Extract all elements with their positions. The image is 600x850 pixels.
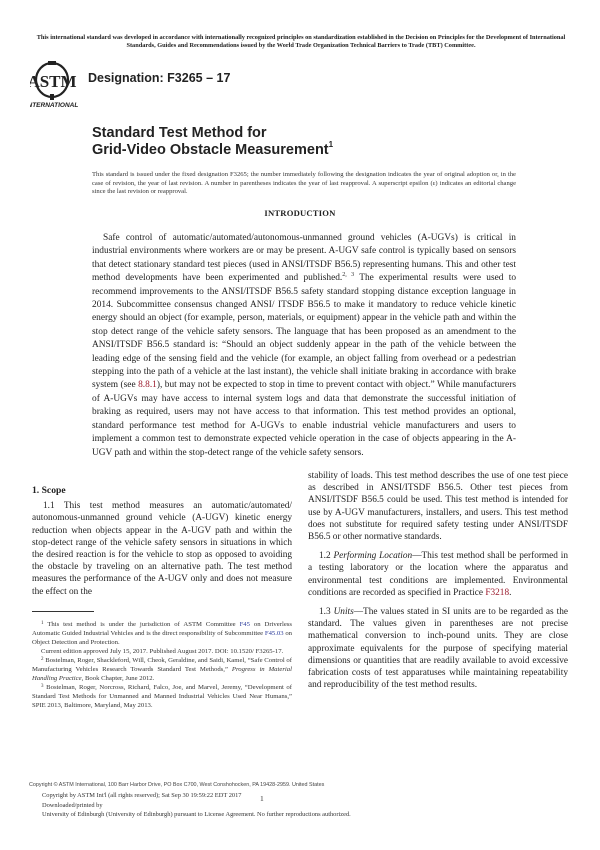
footnote-2: $^2$ Bostelman, Roger, Shackleford, Will, Cheok, Geraldine, and Saidi, Kamel, “Safe Control of Manufacturing Vehicles Research Towards Standard Test Methods,” Progress in Material Handling Practice, Book Chapter, June 2012. (32, 657, 292, 682)
introduction-heading: INTRODUCTION (264, 208, 336, 218)
paragraph-1-2: 1.2 Performing Location—This test method shall be performed in a testing laboratory or the location where the apparatus and environmental test conditions are implemented. Environmental conditions are recorded as specified in Practice F3218. (308, 551, 568, 598)
title-footnote-mark[interactable]: 1 (328, 140, 334, 149)
download-notice: Copyright by ASTM Int'l (all rights reserved); Sat Sep 30 19:59:22 EDT 2017 Downloaded/printed by University of Edinburgh (University of Edinburgh) pursuant to License Agreement. No further reproductions authorized. (42, 792, 351, 819)
edition-note: Current edition approved July 15, 2017. Published August 2017. DOI: 10.1520/ F3265-17. (41, 648, 284, 655)
title-line-1: Standard Test Method for (92, 125, 267, 141)
svg-text:ASTM: ASTM (30, 72, 77, 91)
footnote-3: $^3$ Bostelman, Roger, Norcross, Richard, Falco, Joe, and Marvel, Jeremy, “Development of Standard Test Methods for Unmanned and Manned Industrial Vehicles Used Near Humans,” SPIE 2013, Baltimore, Maryland, May 2013. (32, 684, 292, 709)
section-heading-scope: 1. Scope (32, 485, 66, 496)
tbt-notice: This international standard was developed in accordance with internationally recognized principles on standardization established in the Decision on Principles for the Development of International Standards, Guides and Recommendations issued by the World Trade Organization Technical Barriers to Trade (TBT) Committee. (36, 34, 566, 50)
copyright-line: Copyright © ASTM International, 100 Barr Harbor Drive, PO Box C700, West Conshohocken, PA 19428-2959. United States (29, 782, 325, 788)
paragraph-1-1: 1.1 This test method measures an automatic/automated/ autonomous-unmanned ground vehicle (A-UGV) kinetic energy reduction when objects appear in the A-UGV path and within the stop-detect range of the vehicle safety sensors in situations in which the desired reaction is for the vehicle to stop as opposed to avoiding the obstacle by traveling on an alternative path. The test method measures the performance of the A-UGV only and does not measure the effect on the (32, 501, 292, 597)
footnotes (32, 611, 292, 710)
subcommittee-link-f45-03[interactable]: F45.03 (264, 630, 284, 637)
footnote-marks[interactable]: 2, 3 (342, 272, 355, 279)
introduction-body: Safe control of automatic/automated/autonomous-unmanned ground vehicles (A-UGVs) is critical in industrial environments where workers are or may be present. A-UGV safe control is typically based on sensors that detect stationary standard test pieces (used in ANSI/ITSDF B56.5) representing humans. This and other test method developments have been experimented and published.$^{2, 3}$ The experimental results were used to recommend improvements to the ANSI/ITSDF B56.5 safety standard stopping distance exception language in 2014. Subcommittee consensus changed ANSI/ ITSDF B56.5 to make it mandatory to reduce vehicle kinetic energy should an object (for example, person, materials, or equipment) appear in the vehicle path and within the stop detect range of the vehicle safety sensors. The language that has been proposed as an amendment to the ANSI/ITSDF B56.5 standard is: “Should an object suddenly appear in the path of the vehicle between the leading edge of the sensing field and the vehicle (for example, an object falling from overhead or a pedestrian stepping into the path of a vehicle at the last instant), the vehicle shall initiate braking in accordance with brake system (see 8.8.1), but may not be expected to stop in time to prevent contact with object.” While manufacturers of A-UGVs may have access to internal system logs and data that demonstrate the successful initiation of braking as required, users may not have access to that information. This test method provides an optional, standard performance test method for A-UGVs to enable industrial vehicle manufacturers and users to implement a common test to demonstrate expected vehicle operation in the case of objects appearing in the A-UGV path and within the stop-detect range of the vehicle safety sensors. (92, 233, 517, 458)
designation: Designation: F3265 – 17 (88, 71, 231, 85)
committee-link-f45[interactable]: F45 (239, 621, 250, 628)
footnote-1: $^1$ This test method is under the jurisdiction of ASTM Committee F45 on Driverless Automatic Guided Industrial Vehicles and is the direct responsibility of Subcommittee F45.03 on Object Detection and Protection. (32, 621, 293, 646)
practice-link-f3218[interactable]: F3218 (485, 587, 510, 598)
svg-text:INTERNATIONAL: INTERNATIONAL (30, 102, 79, 108)
page-number: 1 (260, 794, 264, 803)
title-line-2: Grid-Video Obstacle Measurement (92, 142, 329, 158)
paragraph-1-1-continued: stability of loads. This test method describes the use of one test piece as described in ANSI/ITSDF B56.5. Other test pieces from ANSI/ITSDF B56.5 could be used. This test method is intended for use by A-UGV manufacturers, installers, and users. This test method does not substitute for required safety testing under ANSI/ITSDF B56.5 or other normative standards. (308, 471, 568, 543)
right-column (308, 470, 568, 691)
paragraph-1-3: 1.3 Units—The values stated in SI units are to be regarded as the standard. The values given in parentheses are not precise mathematical conversion to inch-pound units. They are close approximate equivalents for the purpose of specifying material dimensions or quantities that are readily available to avoid excessive fabrication costs of test apparatuses while maintaining repeatability and reproducibility of the test method results. (308, 607, 568, 691)
page-title (92, 125, 333, 159)
issue-note: This standard is issued under the fixed designation F3265; the number immediately following the designation indicates the year of original adoption or, in the case of revision, the year of last revision. A number in parentheses indicates the year of last reapproval. A superscript epsilon (ε) indicates an editorial change since the last revision or reapproval. (92, 171, 516, 195)
section-link-8-8-1[interactable]: 8.8.1 (138, 380, 157, 391)
astm-logo-icon (30, 60, 80, 108)
left-column (32, 485, 292, 598)
